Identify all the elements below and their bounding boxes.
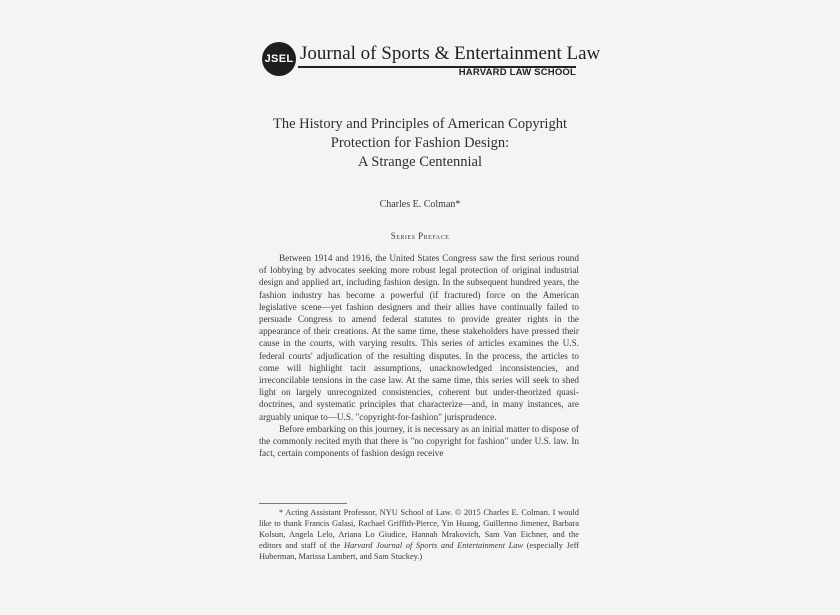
journal-title: Journal of Sports & Entertainment Law: [300, 43, 601, 64]
jsel-logo: JSEL: [262, 42, 296, 76]
article-title-line-3: A Strange Centennial: [357, 154, 483, 170]
journal-masthead: [262, 42, 601, 78]
body-text: [259, 252, 579, 459]
paragraph-1: Between 1914 and 1916, the United States Congress saw the first serious round of lobbying by advocates seeking more robust legal protection of original industrial design and applied art, including fashion design. In the subsequent hundred years, the fashion industry has become a powerful (if fractured) force on the American legislative scene—yet fashion designers and their allies have continually failed to persuade Congress to amend federal statutes to provide greater rights in the appearance of their creations. At the same time, these stakeholders have pressed their cause in the courts, with varying results. This series of articles examines the U.S. federal courts' adjudication of the resulting disputes. In the process, the articles to come will highlight tacit assumptions, unacknowledged inconsistencies, and irreconcilable tensions in the case law. At the same time, this series will seek to shed light on largely unrecognized consistencies, coherent but under-theorized quasi-doctrines, and systematic principles that characterize—and, in many instances, are arguably unique to—U.S. "copyright-for-fashion" jurisprudence.: [259, 253, 579, 422]
section-heading: Series Preface: [390, 231, 450, 241]
footnote-journal-name: Harvard Journal of Sports and Entertainment Law: [343, 541, 524, 550]
article-title: [240, 115, 600, 172]
footnote: [259, 507, 579, 562]
footnote-text-after: (especially Jeff Huberman, Marissa Lambert, and Sam Stuckey.): [259, 541, 579, 561]
footnote-rule: [259, 503, 347, 504]
footnote-text-before: * Acting Assistant Professor, NYU School of Law. © 2015 Charles E. Colman. I would like to thank Francis Galasi, Rachael Griffith-Pierce, Yin Huang, Guillermo Jimenez, Barbara Kolsun, Angela Lelo, Ariana Lo Giudice, Hannah Mrakovich, Sam Van Eichner, and the editors and staff of the: [259, 508, 579, 550]
school-name: HARVARD LAW SCHOOL: [458, 67, 576, 78]
author-name: Charles E. Colman*: [379, 199, 461, 210]
paragraph-2: Before embarking on this journey, it is necessary as an initial matter to dispose of the commonly recited myth that there is "no copyright for fashion" under U.S. law. In fact, certain components of fashion design receive: [259, 423, 579, 459]
footnote-text: [259, 507, 579, 562]
article-title-line-2: Protection for Fashion Design:: [330, 135, 510, 151]
article-title-line-1: The History and Principles of American Copyright: [273, 116, 567, 132]
